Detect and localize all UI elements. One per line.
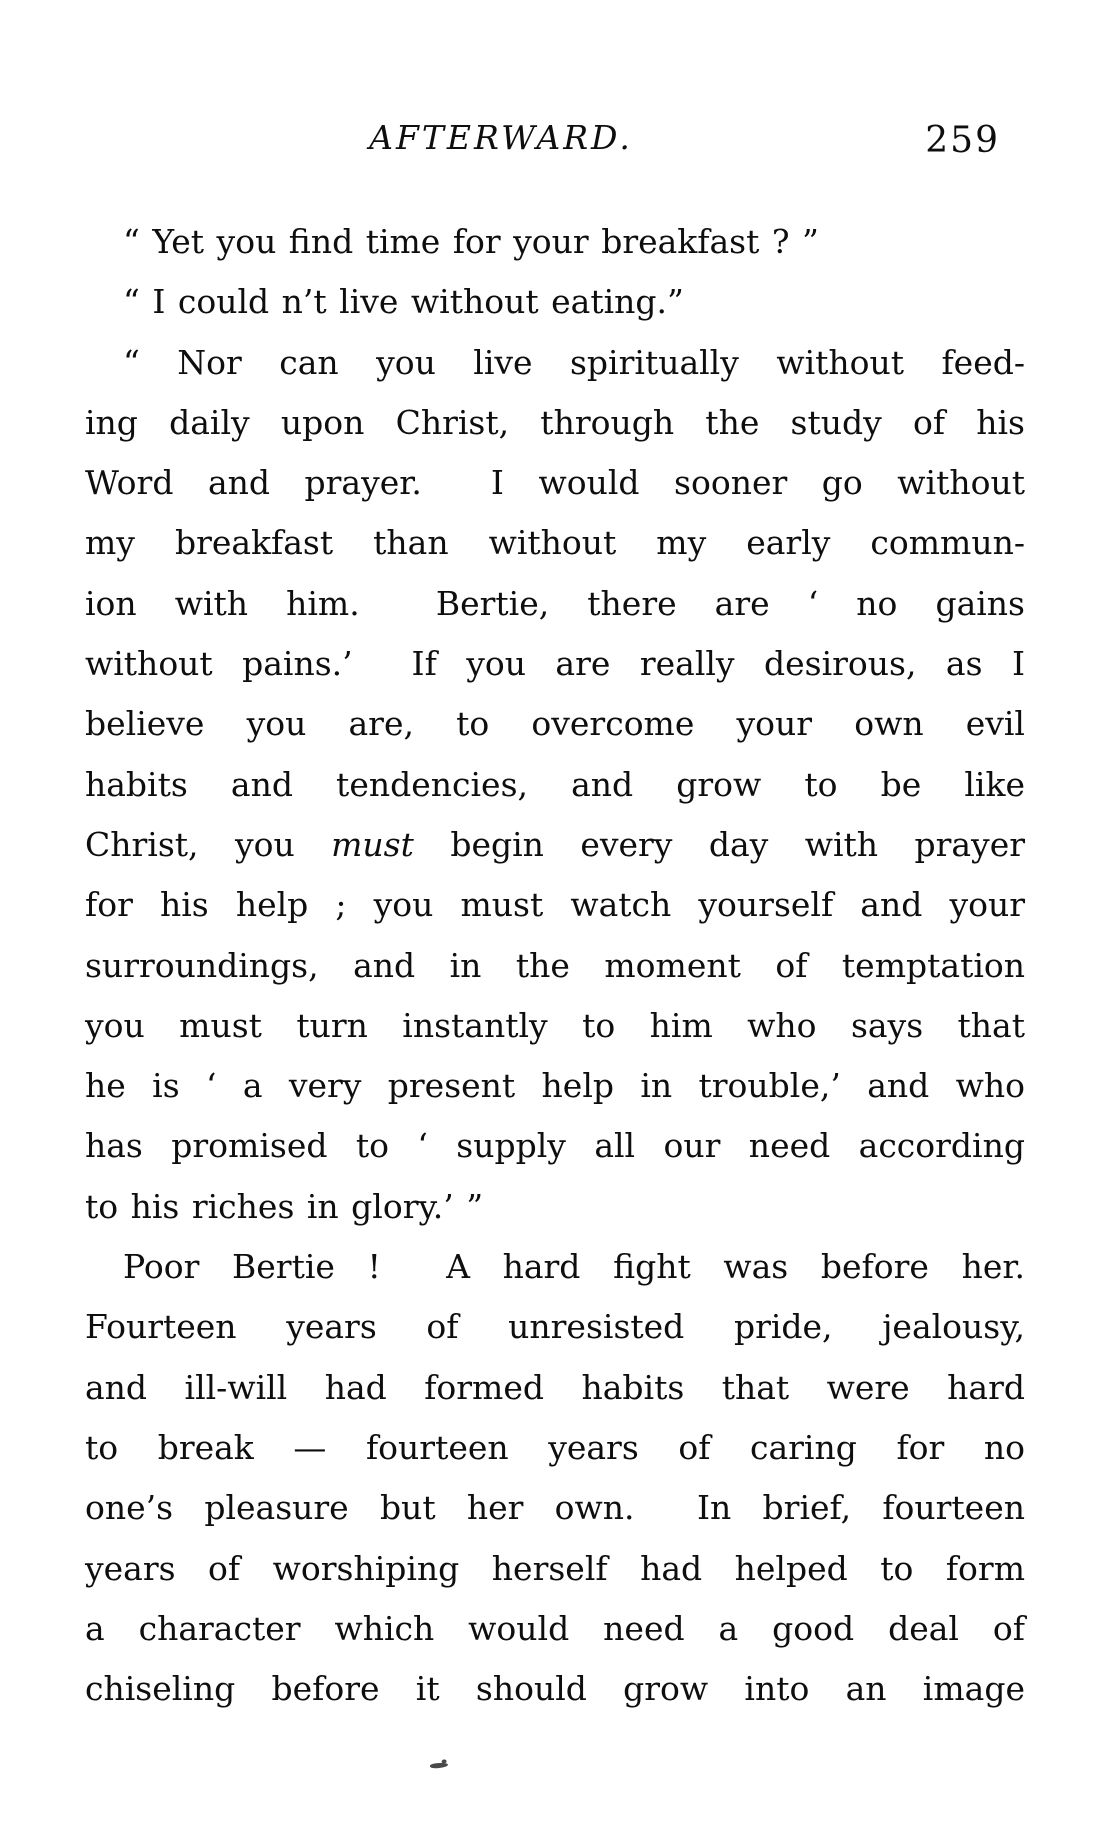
text-line: one’s pleasure but her own. In brief, fourteen bbox=[85, 1488, 1025, 1528]
text-line: “ Yet you find time for your breakfast ? ” bbox=[123, 222, 819, 261]
text-line: to his riches in glory.’ ” bbox=[85, 1186, 484, 1226]
text-line: habits and tendencies, and grow to be like bbox=[85, 764, 1025, 804]
text-line: “ Nor can you live spiritually without feed- bbox=[123, 342, 1025, 382]
text-line: believe you are, to overcome your own evil bbox=[85, 704, 1025, 744]
page-number: 259 bbox=[925, 120, 1000, 161]
text-line: Fourteen years of unresisted pride, jealousy, bbox=[85, 1307, 1025, 1347]
text-line: ing daily upon Christ, through the study of his bbox=[85, 402, 1025, 442]
text-line: a character which would need a good deal of bbox=[85, 1608, 1025, 1648]
text-line: for his help ; you must watch yourself and your bbox=[85, 885, 1025, 925]
text-line: he is ‘ a very present help in trouble,’ and who bbox=[85, 1066, 1025, 1106]
text-line: Poor Bertie ! A hard fight was before her. bbox=[123, 1247, 1025, 1287]
text-line: chiseling before it should grow into an image bbox=[85, 1669, 1025, 1709]
text-line: you must turn instantly to him who says that bbox=[85, 1005, 1025, 1045]
running-header bbox=[85, 118, 1025, 170]
text-line: Word and prayer. I would sooner go without bbox=[85, 463, 1025, 503]
page-body bbox=[85, 212, 1025, 1719]
text-line: years of worshiping herself had helped to form bbox=[85, 1548, 1025, 1588]
text-line: without pains.’ If you are really desirous, as I bbox=[85, 644, 1025, 684]
text-line: has promised to ‘ supply all our need according bbox=[85, 1126, 1025, 1166]
text-line: and ill-will had formed habits that were hard bbox=[85, 1367, 1025, 1407]
text-line: to break — fourteen years of caring for no bbox=[85, 1427, 1025, 1467]
text-line: Christ, you must begin every day with prayer bbox=[85, 824, 1025, 864]
text-line: my breakfast than without my early commun- bbox=[85, 523, 1025, 563]
text-line: surroundings, and in the moment of temptation bbox=[85, 945, 1025, 985]
running-header-title: AFTERWARD. bbox=[369, 118, 633, 157]
ink-smudge-mark bbox=[430, 1762, 448, 1769]
text-line: “ I could n’t live without eating.” bbox=[123, 282, 684, 322]
text-line: ion with him. Bertie, there are ‘ no gains bbox=[85, 583, 1025, 623]
